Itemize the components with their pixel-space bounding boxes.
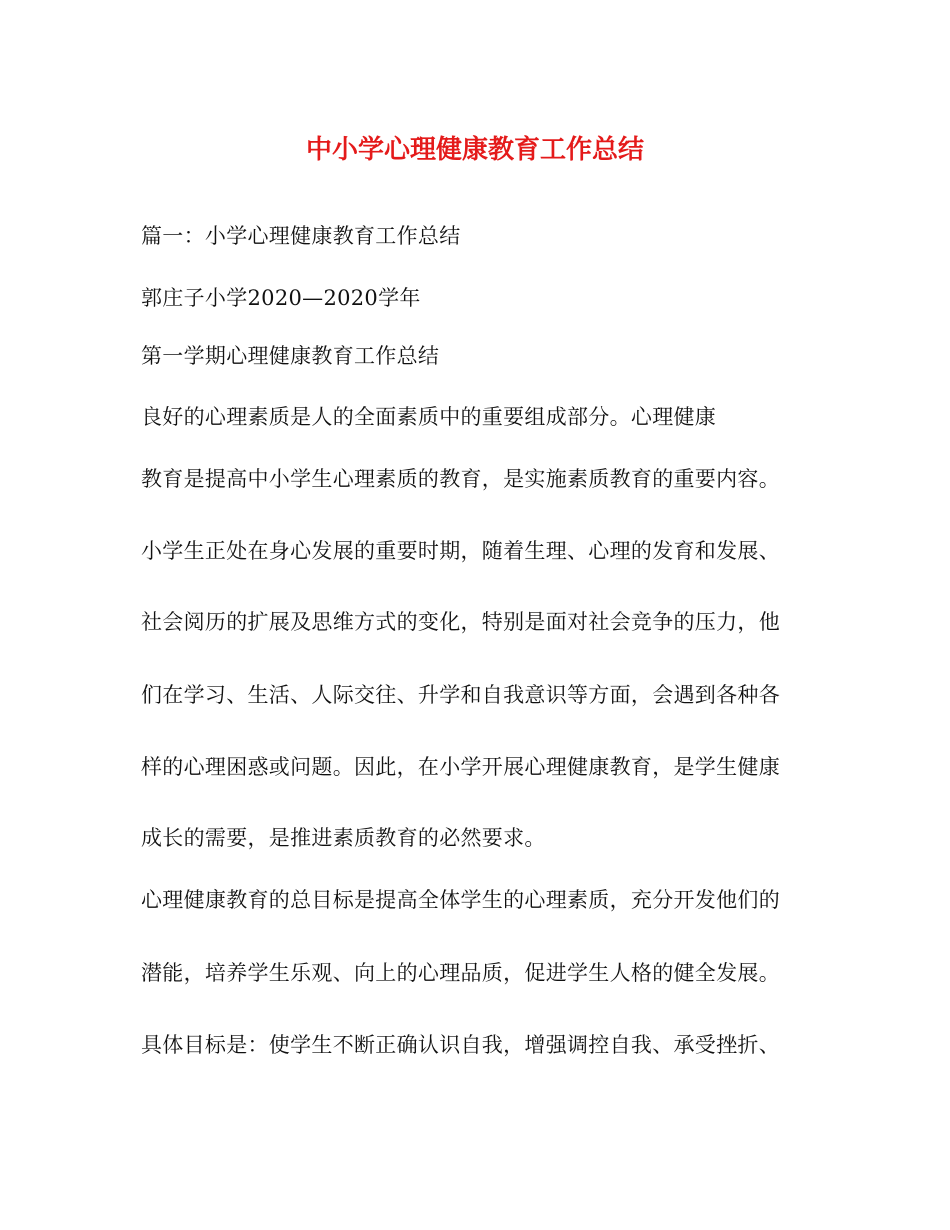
text-line-3: 第一学期心理健康教育工作总结 [141, 344, 440, 368]
text-line-1: 篇一：小学心理健康教育工作总结 [141, 224, 461, 248]
text-line-12: 潜能，培养学生乐观、向上的心理品质，促进学生人格的健全发展。 [141, 961, 780, 985]
text-line-2: 郭庄子小学2020—2020学年 [141, 286, 421, 310]
text-line-10: 成长的需要，是推进素质教育的必然要求。 [141, 826, 546, 850]
text-line-6: 小学生正处在身心发展的重要时期，随着生理、心理的发育和发展、 [141, 539, 780, 563]
document-title: 中小学心理健康教育工作总结 [305, 135, 644, 165]
text-line-5: 教育是提高中小学生心理素质的教育，是实施素质教育的重要内容。 [141, 467, 780, 491]
text-line-7: 社会阅历的扩展及思维方式的变化，特别是面对社会竞争的压力，他 [141, 610, 780, 634]
text-line-11: 心理健康教育的总目标是提高全体学生的心理素质，充分开发他们的 [141, 888, 780, 912]
text-line-4: 良好的心理素质是人的全面素质中的重要组成部分。心理健康 [141, 405, 717, 429]
text-line-13: 具体目标是：使学生不断正确认识自我，增强调控自我、承受挫折、 [141, 1033, 780, 1057]
text-line-8: 们在学习、生活、人际交往、升学和自我意识等方面，会遇到各种各 [141, 683, 780, 707]
text-line-9: 样的心理困惑或问题。因此，在小学开展心理健康教育，是学生健康 [141, 755, 780, 779]
